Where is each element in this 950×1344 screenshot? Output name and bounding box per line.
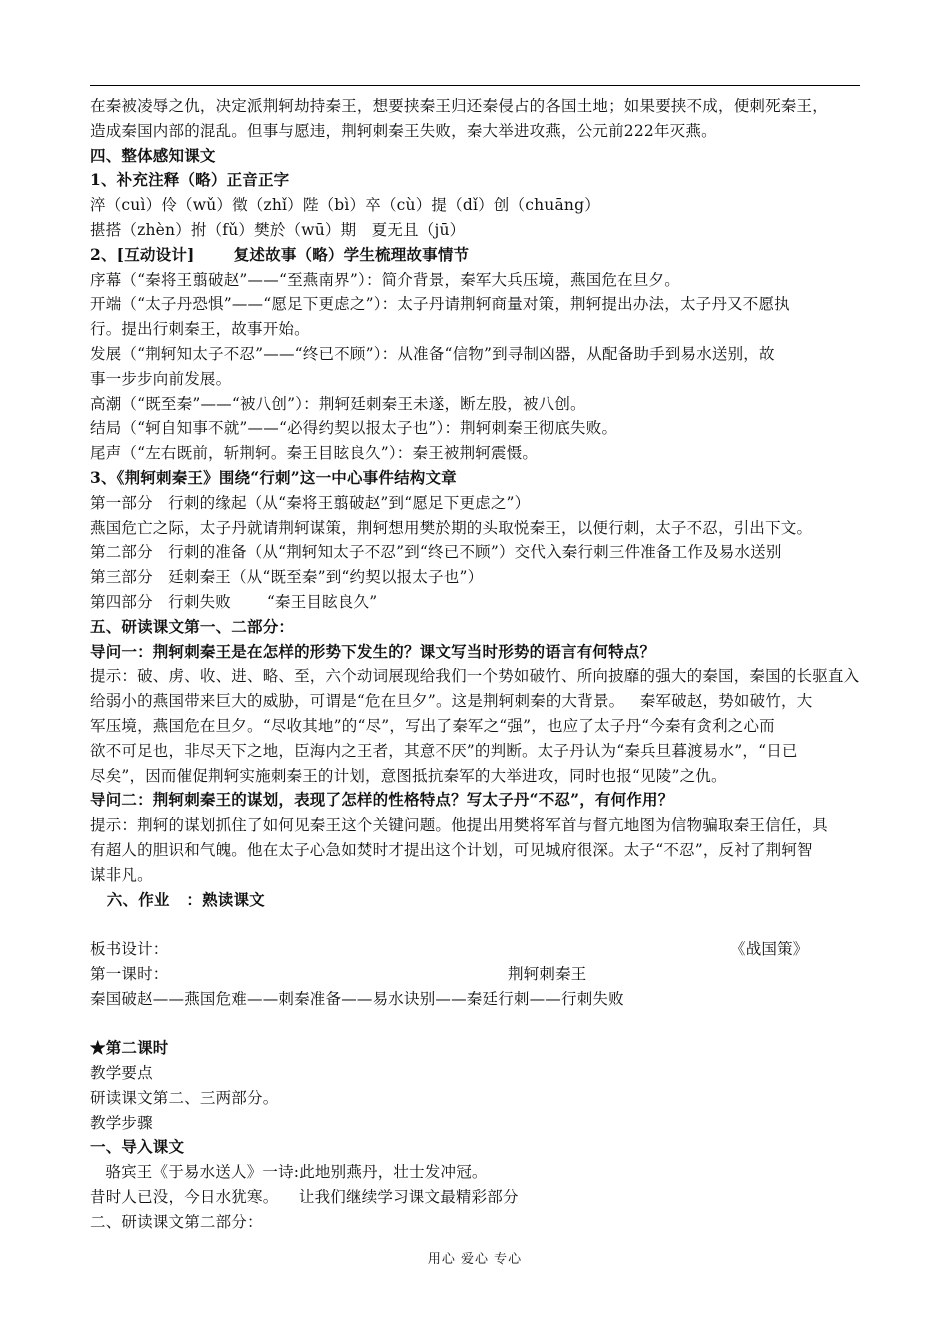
question-heading: 导问二：荆轲刺秦王的谋划，表现了怎样的性格特点？写太子丹“不忍”，有何作用？	[90, 790, 674, 810]
text-line: 揕搭（zhèn）拊（fǔ）樊於（wū）期 夏无且（jū）	[90, 220, 466, 239]
section-heading: 一、导入课文	[90, 1137, 185, 1157]
board-design-source: 《战国策》	[730, 940, 809, 959]
text-line: 给弱小的燕国带来巨大的威胁，可谓是“危在旦夕”。这是荆轲刺秦的大背景。 秦军破赵，势如破竹，大	[90, 692, 813, 711]
text-line: 第三部分 廷刺秦王（从“既至秦”到“约契以报太子也”）	[90, 568, 484, 587]
blank-line	[90, 1011, 870, 1036]
text-line: 昔时人已没，今日水犹寒。 让我们继续学习课文最精彩部分	[90, 1188, 519, 1207]
text-line: 淬（cuì）伶（wǔ）徵（zhǐ）陛（bì）卒（cù）提（dǐ）创（chuāng）	[90, 196, 600, 215]
board-design-title: 荆轲刺秦王	[508, 964, 587, 983]
page-footer: 用心 爱心 专心	[427, 1252, 523, 1267]
text-line: 第一部分 行刺的缘起（从“秦将王翦破赵”到“愿足下更虑之”）	[90, 493, 531, 512]
text-line: 提示：破、虏、收、进、略、至，六个动词展现给我们一个势如破竹、所向披靡的强大的秦国，秦国的长驱直入	[90, 667, 860, 686]
section-heading: 五、研读课文第一、二部分：	[90, 616, 295, 636]
text-line: 在秦被凌辱之仇，决定派荆轲劫持秦王，想要挟秦王归还秦侵占的各国土地；如果要挟不成，便刺死秦王，	[90, 97, 828, 115]
text-line: 高潮（“既至秦”——“被八创”）：荆轲廷刺秦王未遂，断左股，被八创。	[90, 394, 586, 413]
text-line: 骆宾王《于易水送人》一诗:此地别燕丹，壮士发冲冠。	[90, 1163, 488, 1182]
text-line: 尾声（“左右既前，斩荆轲。秦王目眩良久”）：秦王被荆轲震慑。	[90, 444, 539, 463]
text-line: 开端（“太子丹恐惧”——“愿足下更虑之”）：太子丹请荆轲商量对策，荆轲提出办法，太子丹又不愿执	[90, 295, 790, 314]
question-heading: 导问一：荆轲刺秦王是在怎样的形势下发生的？课文写当时形势的语言有何特点？	[90, 641, 656, 661]
text-line: 造成秦国内部的混乱。但事与愿违，荆轲刺秦王失败，秦大举进攻燕，公元前222年灭燕。	[90, 121, 717, 140]
text-line: 教学要点	[90, 1064, 153, 1083]
text-line: 行。提出行刺秦王，故事开始。	[90, 320, 310, 339]
board-design-label: 板书设计：	[90, 940, 169, 959]
text-line: 提示：荆轲的谋划抓住了如何见秦王这个关键问题。他提出用樊将军首与督亢地图为信物骗取秦王信任，具	[90, 816, 828, 835]
header-rule	[90, 85, 860, 86]
text-line: 军压境，燕国危在旦夕。“尽收其地”的“尽”，写出了秦军之“强”，也应了太子丹“今秦有贪利之心而	[90, 716, 775, 735]
subsection-heading: 2、[互动设计] 复述故事（略）学生梳理故事情节	[90, 244, 470, 264]
text-line: 第四部分 行刺失败 “秦王目眩良久”	[90, 592, 378, 611]
text-line: 序幕（“秦将王翦破赵”——“至燕南界”）：简介背景，秦军大兵压境，燕国危在旦夕。	[90, 270, 680, 289]
text-line: 燕国危亡之际，太子丹就请荆轲谋策，荆轲想用樊於期的头取悦秦王，以便行刺，太子不忍，引出下文。	[90, 518, 813, 537]
subsection-heading: 1、补充注释（略）正音正字	[90, 170, 290, 190]
text-line: 有超人的胆识和气魄。他在太子心急如焚时才提出这个计划，可见城府很深。太子“不忍”，反衬了荆轲智	[90, 840, 813, 859]
text-line: 尽矣”，因而催促荆轲实施刺秦王的计划，意图抵抗秦军的大举进攻，同时也报“见陵”之仇。	[90, 766, 727, 785]
text-line: 发展（“荆轲知太子不忍”——“终已不顾”）：从准备“信物”到寻制凶器，从配备助手到易水送别，故	[90, 344, 775, 363]
text-line: 秦国破赵——燕国危难——刺秦准备——易水诀别——秦廷行刺——行刺失败	[90, 989, 624, 1008]
text-line: 教学步骤	[90, 1113, 153, 1132]
text-line: 结局（“轲自知事不就”——“必得约契以报太子也”）：荆轲刺秦王彻底失败。	[90, 419, 618, 438]
text-line: 谋非凡。	[90, 865, 153, 884]
text-line: 研读课文第二、三两部分。	[90, 1088, 279, 1107]
subsection-heading: 3、《荆轲刺秦王》围绕“行刺”这一中心事件结构文章	[90, 467, 457, 487]
lesson-heading: ★第二课时	[90, 1038, 169, 1058]
section-heading: 六、作业 ：熟读课文	[90, 889, 265, 909]
text-line: 第二部分 行刺的准备（从“荆轲知太子不忍”到“终已不顾”）交代入秦行刺三件准备工作及易水送别	[90, 543, 782, 562]
document-body	[90, 94, 870, 1235]
text-line: 第一课时：	[90, 964, 169, 983]
text-line: 事一步步向前发展。	[90, 369, 232, 388]
text-line: 欲不可足也，非尽天下之地，臣海内之王者，其意不厌”的判断。太子丹认为“秦兵旦暮渡易水”，“日已	[90, 741, 798, 760]
text-line: 二、研读课文第二部分：	[90, 1212, 263, 1231]
section-heading: 四、整体感知课文	[90, 145, 216, 165]
